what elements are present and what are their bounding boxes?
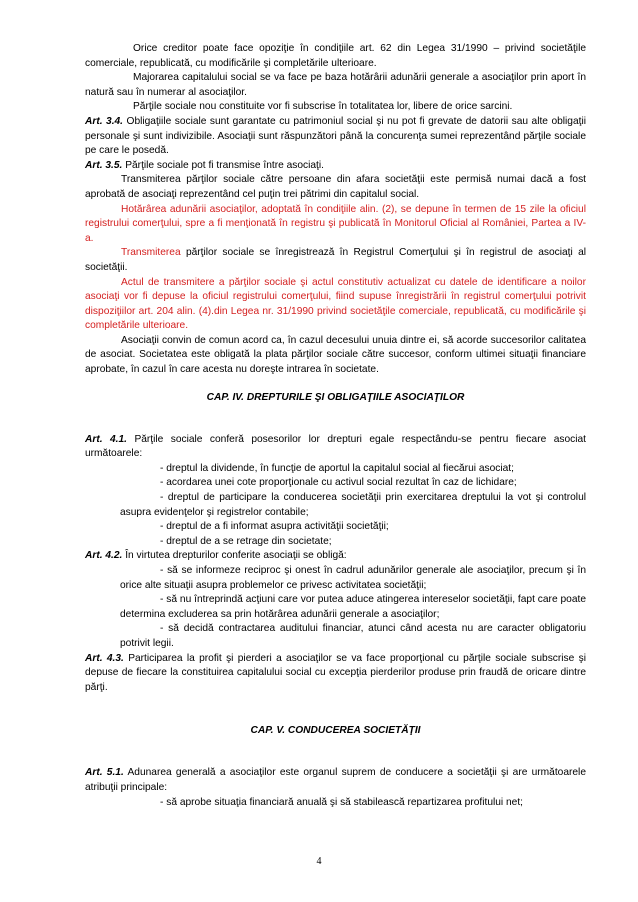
- page-number: 4: [316, 856, 322, 867]
- list-item: - dreptul de a fi informat asupra activităţii societăţii;: [160, 521, 389, 533]
- list-item: - să aprobe situaţia financiară anuală şi să stabilească repartizarea profitului net;: [160, 796, 523, 808]
- article-4-1: [85, 433, 586, 462]
- article-text: Participarea la profit şi pierderi a asociaţilor se va face proporţional cu părţile sociale subscrise şi depuse de fiecare la constituirea capitalului social cu excepţia pierderilor produse prin fraudă de oricare dintre părţi.: [85, 652, 586, 693]
- article-text: Adunarea generală a asociaţilor este organul suprem de conducere a societăţii şi are următoarele atribuţii principale:: [85, 767, 586, 793]
- article-label: Art. 4.3.: [85, 652, 124, 664]
- chapter-iv-title: CAP. IV. DREPTURILE ŞI OBLIGAŢIILE ASOCIAŢILOR: [206, 391, 465, 403]
- list-item: - să se informeze reciproc şi onest în cadrul adunărilor generale ale asociaţilor, precum şi în orice alte situaţii asupra problemelor ce privesc activitatea societăţii;: [120, 565, 586, 591]
- spacer: [85, 403, 586, 433]
- paragraph-transfer-outside: Transmiterea părţilor sociale către persoane din afara societăţii este permisă numai dacă a fost aprobată de asociaţi reprezentând cel puţin trei pătrimi din capitalul social.: [85, 174, 586, 200]
- body-text: părţilor sociale se înregistrează în Registrul Comerţului şi în registrul de asociaţi al societăţii.: [85, 247, 586, 273]
- article-label: Art. 5.1.: [85, 767, 124, 779]
- list-item: - acordarea unei cote proporţionale cu activul social rezultat în caz de lichidare;: [160, 477, 517, 489]
- article-text: Părţile sociale pot fi transmise între asociaţi.: [125, 159, 324, 171]
- spacer: [85, 736, 586, 766]
- article-text: Părţile sociale conferă posesorilor lor drepturi egale respectându-se pentru fiecare asociat următoarele:: [85, 433, 586, 460]
- chapter-v-title: CAP. V. CONDUCEREA SOCIETĂŢII: [250, 725, 421, 737]
- article-3-5: [85, 159, 586, 174]
- paragraph-transfer-act: Actul de transmitere a părţilor sociale şi actul constitutiv actualizat cu datele de identificare a noilor asociaţi vor fi depuse la oficiul registrului comerţului, fiind supuse înregistrării în registrul comerţului potrivit dispoziţiilor art. 204 alin. (4).din Legea nr. 31/1990 privind societăţile comerciale, republicată, cu modificările şi completările ulterioare.: [85, 276, 586, 332]
- list-item: - dreptul la dividende, în funcţie de aportul la capitalul social al fiecărui asociat;: [160, 462, 514, 474]
- paragraph-capital-increase: Majorarea capitalului social se va face pe baza hotărârii adunării generale a asociaţilor prin aport în natură sau în numerar al asociaţilor.: [85, 72, 586, 98]
- article-4-2: [85, 549, 586, 564]
- list-item: - dreptul de participare la conducerea societăţii prin exercitarea dreptului la vot şi controlul asupra evidenţelor şi registrelor contabile;: [120, 492, 586, 518]
- article-5-1: [85, 766, 586, 795]
- article-text: Obligaţiile sociale sunt garantate cu patrimoniul social şi nu pot fi grevate de datorii sau alte obligaţii personale şi sunt indivizibile. Asociaţii sunt răspunzători până la concurenţa sumei reprezentând părţile sociale pe care le posedă.: [85, 115, 586, 157]
- article-label: Art. 3.5.: [85, 159, 123, 171]
- paragraph-creditor-opposition: Orice creditor poate face opoziţie în condiţiile art. 62 din Legea 31/1990 – privind societăţile comerciale, republicată, cu modificările şi completările ulterioare.: [85, 43, 586, 69]
- article-label: Art. 3.4.: [85, 115, 124, 127]
- spacer: [85, 378, 586, 392]
- article-label: Art. 4.1.: [85, 433, 127, 445]
- list-item: - dreptul de a se retrage din societate;: [160, 535, 332, 547]
- document-page: [85, 42, 586, 810]
- article-4-3: [85, 652, 586, 696]
- list-item: - să nu întreprindă acţiuni care vor putea aduce atingerea intereselor societăţii, fapt care poate determina excluderea sa prin hotărârea adunării generale a asociaţilor;: [120, 594, 586, 620]
- article-3-4: [85, 115, 586, 159]
- list-item: - să decidă contractarea auditului financiar, atunci când acesta nu are caracter obligatoriu potrivit legii.: [120, 623, 586, 649]
- article-label: Art. 4.2.: [85, 550, 123, 562]
- paragraph-new-shares: Părţile sociale nou constituite vor fi subscrise în totalitatea lor, libere de orice sarcini.: [133, 101, 513, 113]
- highlight-text: Transmiterea: [121, 247, 181, 259]
- spacer: [85, 695, 586, 725]
- paragraph-decision-filing: Hotărârea adunării asociaţilor, adoptată în condiţiile alin. (2), se depune în termen de 15 zile la oficiul registrului comerţului, spre a fi menţionată în registru şi publicată în Monitorul Oficial al României, Partea a IV-a.: [85, 203, 586, 244]
- paragraph-succession: Asociaţii convin de comun acord ca, în cazul decesului unuia dintre ei, să acorde succesorilor calitatea de asociat. Societatea este obligată la plata părţilor sociale către succesor, conform ultimei situaţii financiare aprobate, în cazul în care acesta nu doreşte intrarea în societate.: [85, 334, 586, 376]
- article-text: În virtutea drepturilor conferite asociaţii se obligă:: [125, 550, 347, 562]
- paragraph-transfer-registration: [85, 246, 586, 275]
